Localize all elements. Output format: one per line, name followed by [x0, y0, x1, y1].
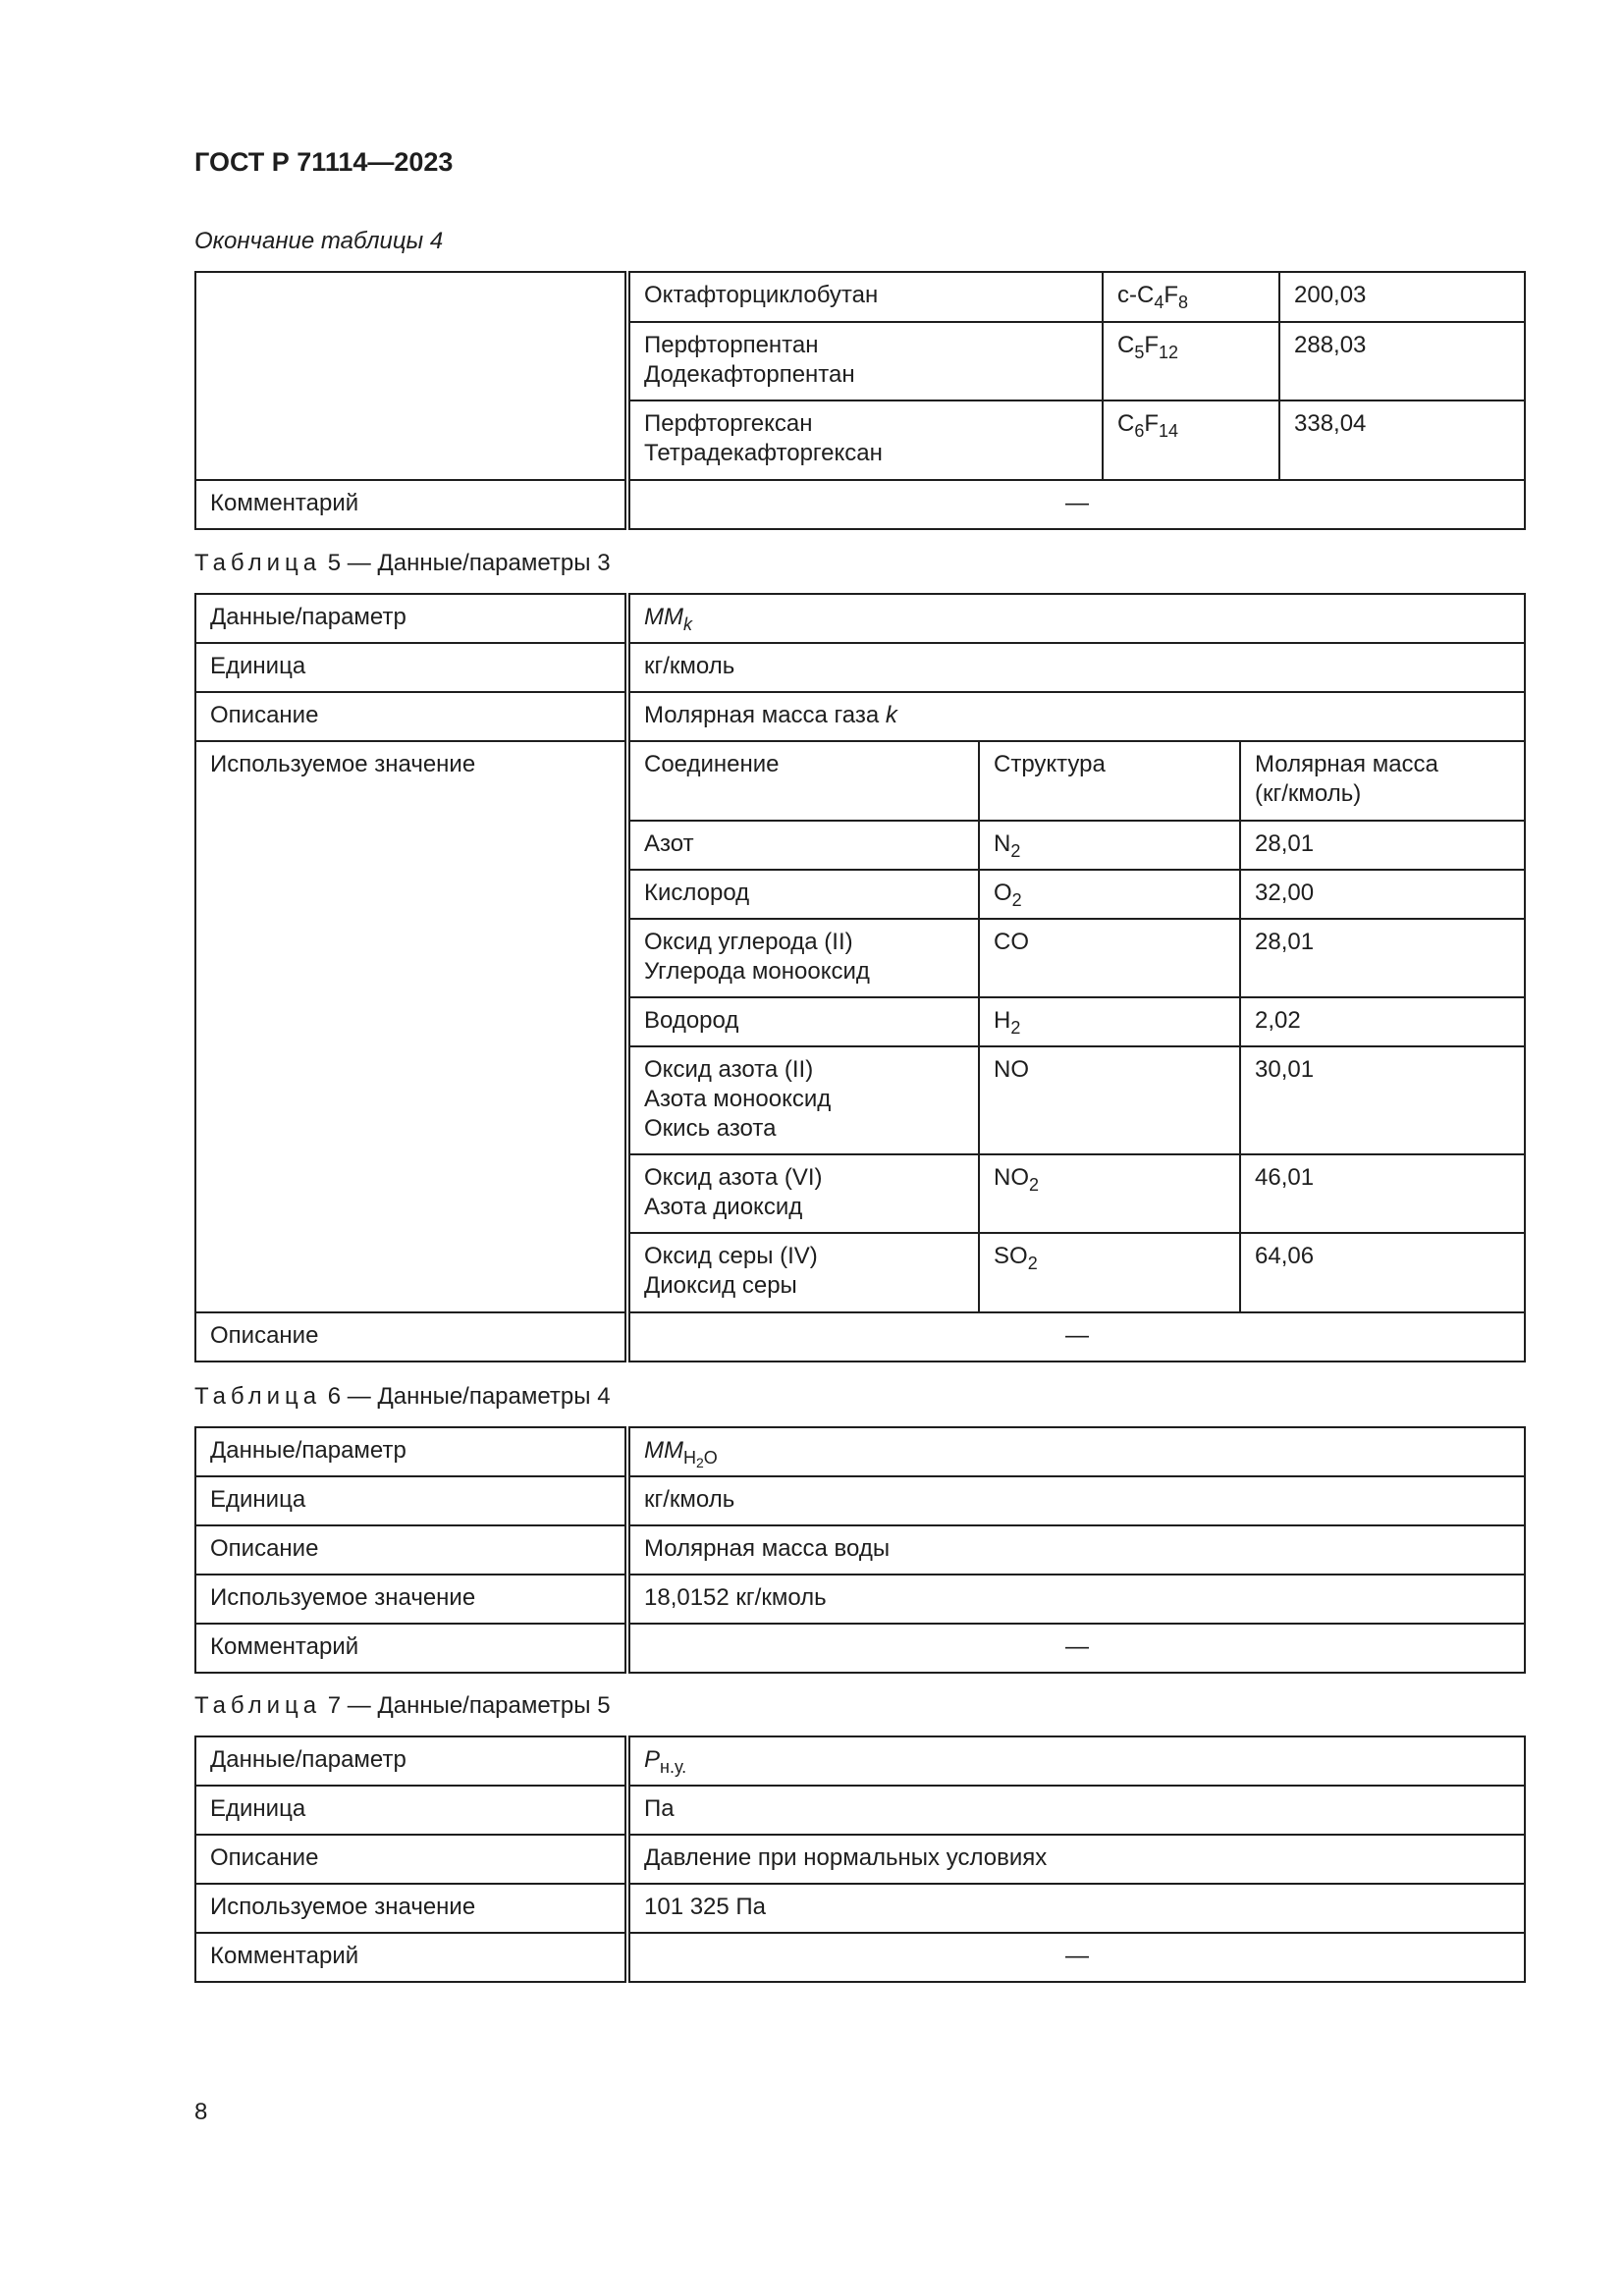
table-row [630, 1233, 1524, 1311]
table7-caption: Таблица 7 — Данные/параметры 5 [194, 1692, 611, 1719]
comment-value: — [627, 1624, 1525, 1673]
table7 [194, 1735, 1526, 1983]
comment-label: Комментарий [195, 1624, 627, 1673]
compound-formula: NO [979, 1046, 1240, 1154]
table-row [630, 273, 1524, 322]
comment-label: Комментарий [195, 1933, 627, 1982]
table4-empty-cell [195, 272, 627, 480]
table-row [630, 821, 1524, 870]
table-row [630, 400, 1524, 479]
unit-label: Единица [195, 643, 627, 692]
param-label: Данные/параметр [195, 1736, 627, 1786]
document-title: ГОСТ Р 71114—2023 [194, 147, 454, 177]
unit-value: кг/кмоль [627, 1476, 1525, 1525]
table-row [630, 1154, 1524, 1233]
table4-end [194, 271, 1526, 530]
compound-formula: $C_5F_{12}$ [1103, 322, 1279, 400]
table-row [630, 1046, 1524, 1154]
description-value: Молярная масса воды [627, 1525, 1525, 1575]
comment-label: Комментарий [195, 480, 627, 529]
description-label: Описание [195, 1835, 627, 1884]
compound-mass: 64,06 [1240, 1233, 1524, 1311]
param-symbol: $MM_k$ [627, 594, 1525, 643]
compound-mass: 28,01 [1240, 821, 1524, 870]
unit-value: кг/кмоль [627, 643, 1525, 692]
compound-formula: $C_6F_{14}$ [1103, 400, 1279, 479]
compound-name: Оксид азота (VI) Азота диоксид [630, 1154, 979, 1233]
table5-compounds [630, 742, 1524, 1311]
column-header-molar-mass: Молярная масса (кг/кмоль) [1240, 742, 1524, 821]
table6 [194, 1426, 1526, 1674]
compound-name: Оксид серы (IV) Диоксид серы [630, 1233, 979, 1311]
compound-formula: $c-C_4F_8$ [1103, 273, 1279, 322]
used-value: 101 325 Па [627, 1884, 1525, 1933]
unit-value: Па [627, 1786, 1525, 1835]
description-value: Давление при нормальных условиях [627, 1835, 1525, 1884]
used-value: 18,0152 кг/кмоль [627, 1575, 1525, 1624]
table5-caption: Таблица 5 — Данные/параметры 3 [194, 550, 611, 576]
table6-caption: Таблица 6 — Данные/параметры 4 [194, 1383, 611, 1410]
table4-compounds-cell [627, 272, 1525, 480]
table5 [194, 593, 1526, 1362]
compound-name: Перфторпентан Додекафторпентан [630, 322, 1103, 400]
compound-name: Водород [630, 997, 979, 1046]
compound-mass: 32,00 [1240, 870, 1524, 919]
table5-compounds-cell [627, 741, 1525, 1312]
compound-name: Перфторгексан Тетрадекафторгексан [630, 400, 1103, 479]
used-value-label: Используемое значение [195, 1884, 627, 1933]
column-header-structure: Структура [979, 742, 1240, 821]
page-number: 8 [194, 2099, 208, 2125]
column-header-compound: Соединение [630, 742, 979, 821]
compound-formula: $H_2$ [979, 997, 1240, 1046]
description-label: Описание [195, 1525, 627, 1575]
param-label: Данные/параметр [195, 594, 627, 643]
compound-formula: $SO_2$ [979, 1233, 1240, 1311]
compound-mass: 338,04 [1279, 400, 1524, 479]
used-value-label: Используемое значение [195, 741, 627, 1312]
description-label-last: Описание [195, 1312, 627, 1362]
table-row [630, 919, 1524, 997]
compound-mass: 2,02 [1240, 997, 1524, 1046]
table-row [630, 870, 1524, 919]
compound-formula: $O_2$ [979, 870, 1240, 919]
unit-label: Единица [195, 1786, 627, 1835]
table4-caption: Окончание таблицы 4 [194, 228, 444, 254]
param-symbol: $MM_{H_2O}$ [627, 1427, 1525, 1476]
compound-mass: 288,03 [1279, 322, 1524, 400]
compound-name: Азот [630, 821, 979, 870]
compound-name: Оксид азота (II) Азота монооксид Окись азота [630, 1046, 979, 1154]
table4-compounds [630, 273, 1524, 479]
unit-label: Единица [195, 1476, 627, 1525]
compound-name: Кислород [630, 870, 979, 919]
compound-formula: $N_2$ [979, 821, 1240, 870]
compound-mass: 28,01 [1240, 919, 1524, 997]
compound-name: Оксид углерода (II) Углерода монооксид [630, 919, 979, 997]
table-header-row [630, 742, 1524, 821]
compound-mass: 200,03 [1279, 273, 1524, 322]
table-row [630, 322, 1524, 400]
description-value: Молярная масса газа k [627, 692, 1525, 741]
used-value-label: Используемое значение [195, 1575, 627, 1624]
description-value-last: — [627, 1312, 1525, 1362]
table-row [630, 997, 1524, 1046]
compound-formula: CO [979, 919, 1240, 997]
compound-name: Октафторциклобутан [630, 273, 1103, 322]
description-label: Описание [195, 692, 627, 741]
param-label: Данные/параметр [195, 1427, 627, 1476]
compound-mass: 30,01 [1240, 1046, 1524, 1154]
param-symbol: $P_{н.у.}$ [627, 1736, 1525, 1786]
compound-formula: $NO_2$ [979, 1154, 1240, 1233]
comment-value: — [627, 1933, 1525, 1982]
comment-value: — [627, 480, 1525, 529]
compound-mass: 46,01 [1240, 1154, 1524, 1233]
